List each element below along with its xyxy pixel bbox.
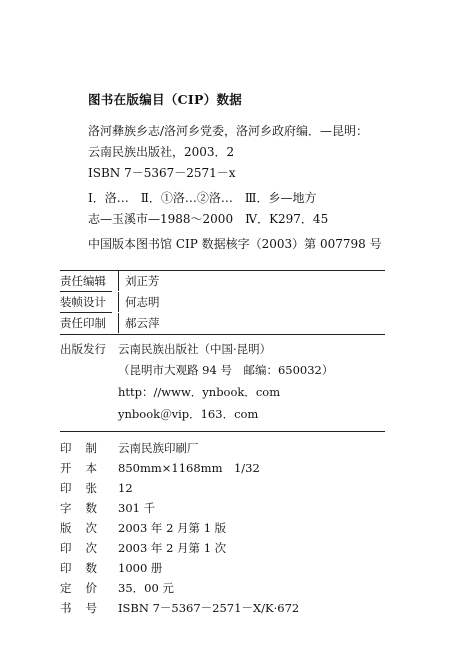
staff-value: 郝云萍 [118, 313, 385, 333]
spec-value: 1000 册 [118, 561, 163, 575]
section-rule [60, 334, 385, 335]
spec-value: 850mm×1168mm 1/32 [118, 461, 260, 475]
spec-row [60, 598, 385, 618]
staff-row [60, 292, 385, 312]
cip-line: 洛河彝族乡志/洛河乡党委，洛河乡政府编．—昆明： [88, 124, 369, 138]
staff-value: 何志明 [118, 292, 385, 312]
spec-value: 301 千 [118, 501, 156, 515]
publisher-address: （昆明市大观路 94 号 邮编：650032） [118, 363, 334, 377]
spec-label: 版次 [60, 521, 111, 535]
staff-row [60, 271, 385, 291]
spec-value: 35．00 元 [118, 581, 174, 595]
cip-line: 云南民族出版社，2003．2 [88, 145, 235, 159]
spec-value: 2003 年 2 月第 1 版 [118, 521, 227, 535]
spec-label: 开本 [60, 461, 111, 475]
spec-label: 印数 [60, 561, 111, 575]
spec-label: 书号 [60, 601, 111, 615]
publisher-email: ynbook＠vip．163．com [118, 407, 259, 421]
spec-row [60, 578, 385, 598]
spec-value: ISBN 7－5367－2571－X/K·672 [118, 601, 300, 615]
publisher-url: http：//www．ynbook．com [118, 385, 281, 399]
spec-label: 印张 [60, 481, 111, 495]
publisher-name: 云南民族出版社（中国·昆明） [118, 342, 272, 356]
spec-value: 云南民族印刷厂 [118, 441, 199, 455]
spec-row [60, 518, 385, 538]
staff-value: 刘正芳 [118, 271, 385, 291]
publisher-label: 出版发行 [60, 342, 106, 356]
spec-row [60, 498, 385, 518]
spec-row [60, 558, 385, 578]
publisher-row [60, 339, 385, 359]
spec-label: 印制 [60, 441, 111, 455]
spec-value: 2003 年 2 月第 1 次 [118, 541, 227, 555]
cip-line: 志—玉溪市—1988～2000 Ⅳ．K297．45 [88, 212, 329, 226]
spec-row [60, 538, 385, 558]
publishing-info [60, 270, 385, 618]
cip-line: 中国版本图书馆 CIP 数据核字（2003）第 007798 号 [88, 237, 382, 251]
cip-block [88, 90, 418, 255]
spec-label: 定价 [60, 581, 111, 595]
cip-title: 图书在版编目（CIP）数据 [88, 92, 243, 107]
cip-line: Ⅰ．洛… Ⅱ．①洛…②洛… Ⅲ．乡—地方 [88, 191, 317, 205]
staff-label: 装帧设计 [60, 295, 106, 309]
spec-label: 字数 [60, 501, 111, 515]
section-rule [60, 431, 385, 432]
spec-row [60, 458, 385, 478]
cip-line: ISBN 7－5367－2571－x [88, 166, 236, 180]
spec-row [60, 478, 385, 498]
spec-value: 12 [118, 481, 133, 495]
staff-row [60, 313, 385, 333]
spec-row [60, 438, 385, 458]
staff-label: 责任编辑 [60, 274, 106, 288]
staff-label: 责任印制 [60, 316, 106, 330]
spec-label: 印次 [60, 541, 111, 555]
